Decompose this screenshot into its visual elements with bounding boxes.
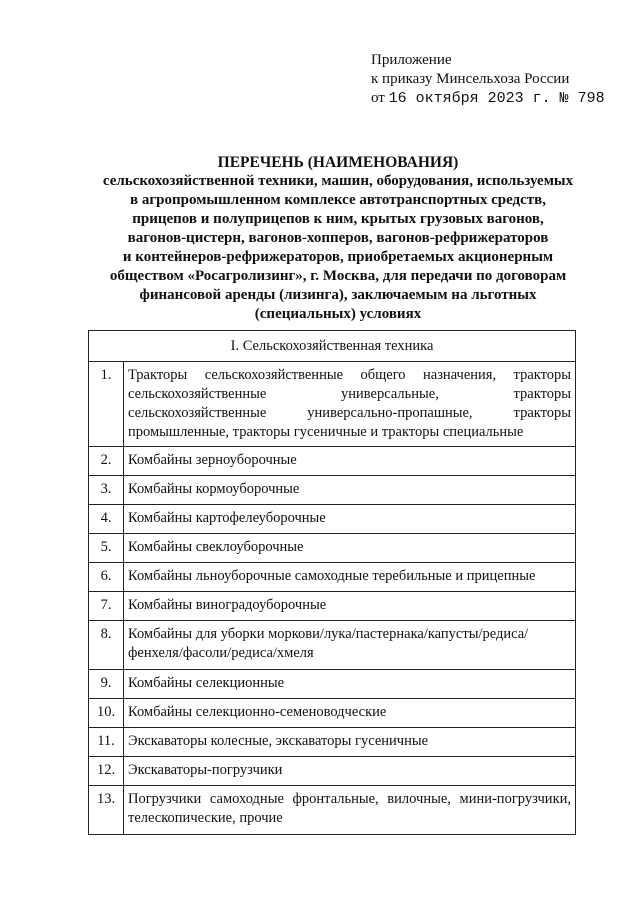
row-number: 12. [89,757,124,786]
row-text-line: Тракторы сельскохозяйственные общего назначения, тракторы [128,367,571,383]
appendix-label: Приложение [371,52,452,68]
table-row [89,699,576,728]
title-line: (специальных) условиях [254,306,422,322]
row-number: 10. [89,699,124,728]
row-number: 4. [89,505,124,534]
row-text: Комбайны свеклоуборочные [124,534,576,563]
row-text: Комбайны кормоуборочные [124,476,576,505]
section-header-row [89,331,576,362]
title-line: финансовой аренды (лизинга), заключаемым на льготных [139,287,537,303]
title-line: и контейнеров-рефрижераторов, приобретаемых акционерным [122,249,554,265]
row-number: 13. [89,786,124,835]
table-row [89,757,576,786]
table-row [89,362,576,447]
row-number: 7. [89,592,124,621]
row-text: Экскаваторы колесные, экскаваторы гусеничные [124,728,576,757]
row-text [124,362,576,447]
table-row [89,563,576,592]
row-text: Экскаваторы-погрузчики [124,757,576,786]
row-text: Комбайны для уборки моркови/лука/пастернака/капусты/редиса/ фенхеля/фасоли/редиса/хмеля [124,621,576,670]
title-line: обществом «Росагролизинг», г. Москва, для передачи по договорам [109,268,567,284]
table-row [89,447,576,476]
equipment-table [88,330,576,835]
row-number: 2. [89,447,124,476]
appendix-order-ref: к приказу Минсельхоза России [371,71,570,87]
appendix-date-prefix: от [371,90,385,106]
row-number: 9. [89,670,124,699]
row-text: Комбайны виноградоуборочные [124,592,576,621]
table-row [89,786,576,835]
row-text-line: сельскохозяйственные универсальные, тракторы [128,386,571,402]
title-line: прицепов и полуприцепов к ним, крытых грузовых вагонов, [132,211,544,227]
row-number: 11. [89,728,124,757]
row-text: Комбайны картофелеуборочные [124,505,576,534]
row-text: Погрузчики самоходные фронтальные, вилочные, мини-погрузчики, телескопические, прочие [124,786,576,835]
title-line: сельскохозяйственной техники, машин, оборудования, используемых [102,173,574,189]
table-row [89,670,576,699]
row-text-line: сельскохозяйственные универсально-пропашные, тракторы [128,405,571,421]
row-number: 1. [89,362,124,447]
section-header: I. Сельскохозяйственная техника [89,331,576,362]
appendix-header [371,51,605,108]
row-text: Комбайны льноуборочные самоходные теребильные и прицепные [124,563,576,592]
row-number: 3. [89,476,124,505]
row-text: Комбайны селекционно-семеноводческие [124,699,576,728]
appendix-date-line [371,89,605,108]
table-row [89,592,576,621]
table-row [89,476,576,505]
row-text: Комбайны селекционные [124,670,576,699]
title-line: в агропромышленном комплексе автотранспортных средств, [129,192,547,208]
title-line: вагонов-цистерн, вагонов-хопперов, вагонов-рефрижераторов [127,230,549,246]
row-text: Комбайны зерноуборочные [124,447,576,476]
row-text-line: промышленные, тракторы гусеничные и тракторы специальные [128,424,524,440]
table-row [89,505,576,534]
table-row [89,728,576,757]
document-title [90,153,586,324]
table-row [89,534,576,563]
appendix-date: 16 октября 2023 г. № 798 [388,90,605,107]
table-row [89,621,576,670]
row-number: 8. [89,621,124,670]
row-number: 5. [89,534,124,563]
title-heading: ПЕРЕЧЕНЬ (НАИМЕНОВАНИЯ) [217,154,459,171]
row-number: 6. [89,563,124,592]
